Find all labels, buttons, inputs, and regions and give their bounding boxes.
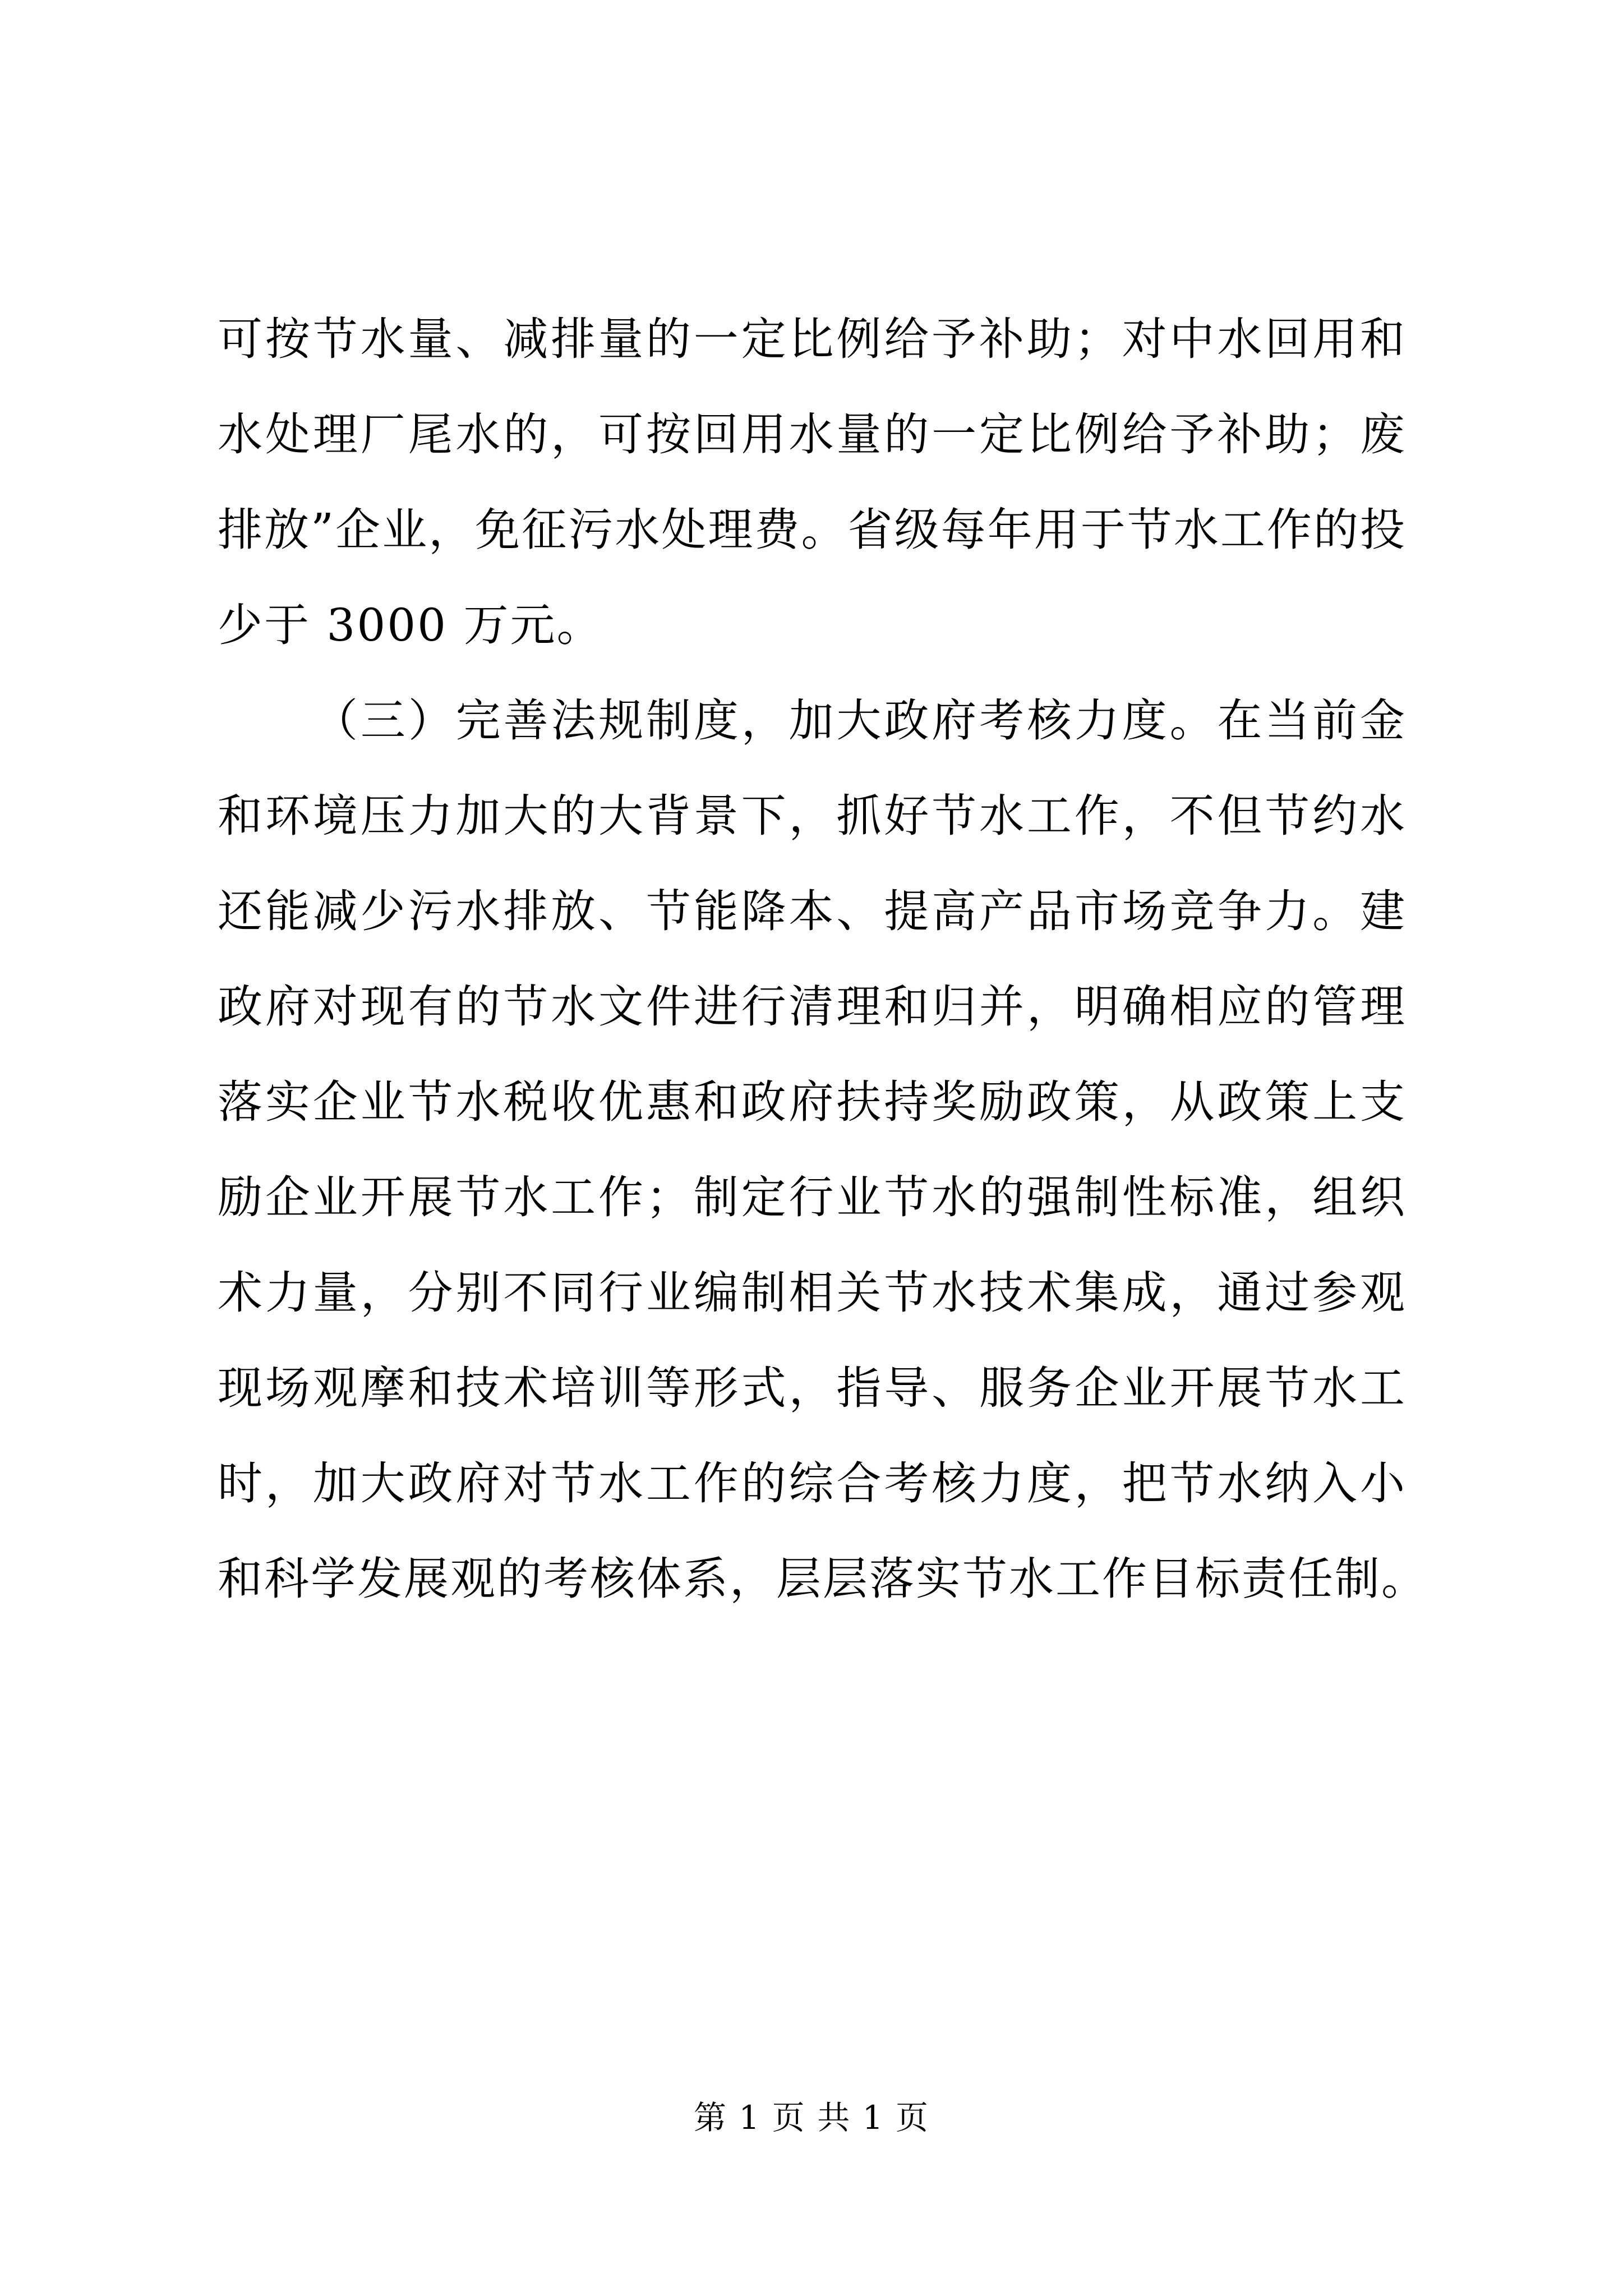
text-line: 少于 3000 万元。 <box>218 599 603 651</box>
text-line: 落实企业节水税收优惠和政府扶持奖励政策，从政策上支 <box>218 1076 1407 1128</box>
text-line: 励企业开展节水工作；制定行业节水的强制性标准，组织 <box>218 1171 1407 1223</box>
text-line: 和环境压力加大的大背景下，抓好节水工作，不但节约水 <box>218 790 1407 842</box>
page-number-indicator: 第 1 页 共 1 页 <box>694 2099 929 2137</box>
text-line-section-heading: （三）完善法规制度，加大政府考核力度。在当前金 <box>313 694 1407 747</box>
text-line: 排放”企业，免征污水处理费。省级每年用于节水工作的投 <box>218 504 1407 556</box>
text-line: 还能减少污水排放、节能降本、提高产品市场竞争力。建 <box>218 885 1407 937</box>
text-line: 和科学发展观的考核体系，层层落实节水工作目标责任制。 <box>218 1553 1428 1605</box>
document-body <box>218 292 1428 1627</box>
text-line: 现场观摩和技术培训等形式，指导、服务企业开展节水工 <box>218 1362 1407 1414</box>
text-line: 水处理厂尾水的，可按回用水量的一定比例给予补助；废 <box>218 408 1407 461</box>
page-footer <box>0 2095 1623 2140</box>
text-line: 可按节水量、减排量的一定比例给予补助；对中水回用和 <box>218 313 1407 365</box>
text-line: 政府对现有的节水文件进行清理和归并，明确相应的管理 <box>218 981 1407 1033</box>
text-line: 术力量，分别不同行业编制相关节水技术集成，通过参观 <box>218 1267 1407 1319</box>
text-line: 时，加大政府对节水工作的综合考核力度，把节水纳入小 <box>218 1457 1407 1510</box>
